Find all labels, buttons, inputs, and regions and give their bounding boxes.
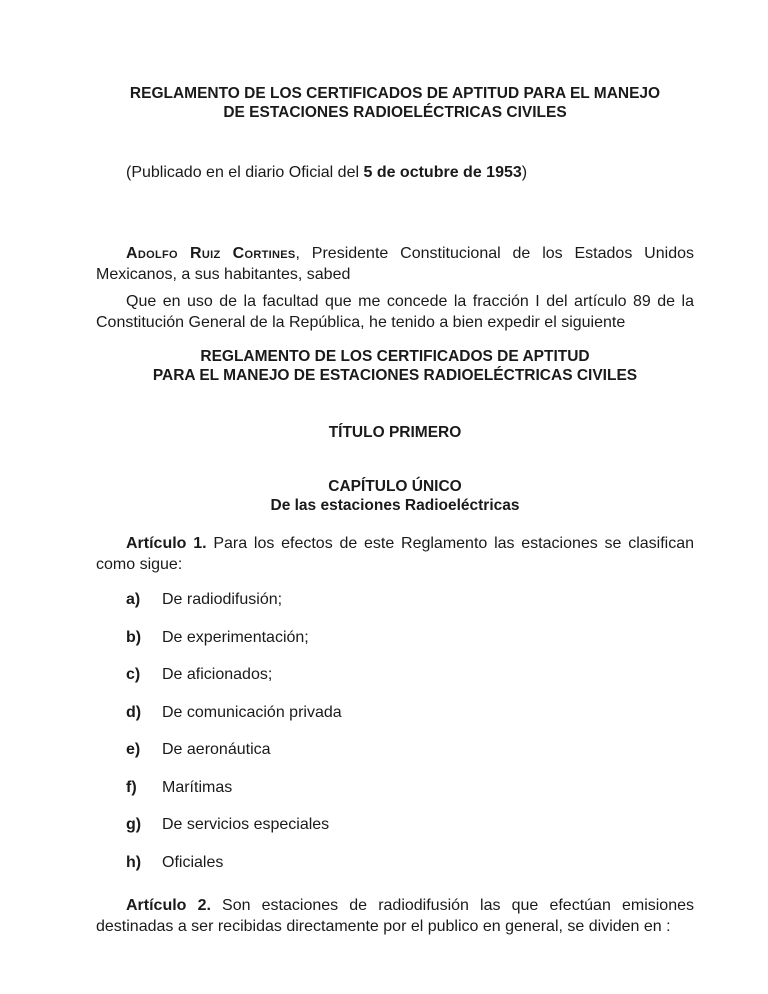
list-item — [126, 740, 271, 760]
article-1-text: Para los efectos de este Reglamento las estaciones se clasifican como sigue: — [96, 535, 695, 573]
regulation-title-line2: PARA EL MANEJO DE ESTACIONES RADIOELÉCTRICAS CIVILES — [152, 367, 638, 384]
chapter-heading — [96, 477, 694, 515]
intro-text: , Presidente Constitucional de los Estados Unidos Mexicanos, a sus habitantes, sabed — [96, 245, 694, 283]
list-item — [126, 853, 223, 873]
chapter-title: CAPÍTULO ÚNICO — [328, 478, 462, 495]
intro-paragraph — [96, 243, 694, 285]
document-title-line2: DE ESTACIONES RADIOELÉCTRICAS CIVILES — [223, 104, 567, 121]
list-item-text: De radiodifusión; — [162, 591, 283, 608]
list-item-letter: b) — [126, 628, 142, 646]
article-1-label: Artículo 1. — [126, 535, 207, 552]
list-item-letter: e) — [126, 741, 141, 758]
regulation-title — [96, 347, 694, 385]
document-page — [96, 0, 694, 994]
list-item-letter: a) — [126, 591, 141, 608]
list-item — [126, 778, 232, 798]
article-2 — [96, 895, 694, 937]
publication-date: 5 de octubre de 1953 — [363, 164, 522, 181]
list-item — [126, 665, 272, 685]
list-item-text: De comunicación privada — [162, 703, 342, 721]
list-item — [126, 590, 282, 610]
list-item — [126, 815, 329, 835]
publication-suffix: ) — [521, 164, 528, 181]
chapter-subtitle: De las estaciones Radioeléctricas — [270, 497, 520, 514]
list-item-letter: f) — [126, 778, 137, 796]
publication-prefix: (Publicado en el diario Oficial del — [126, 164, 364, 181]
preamble-paragraph: Que en uso de la facultad que me concede la fracción I del artículo 89 de la Constitución General de la República, he tenido a bien expedir el siguiente — [96, 293, 694, 331]
list-item-letter: g) — [126, 816, 142, 833]
list-item-text: Marítimas — [162, 778, 233, 796]
list-item — [126, 628, 309, 648]
list-item-text: De aficionados; — [162, 666, 273, 683]
list-item-text: Oficiales — [162, 853, 224, 871]
title-heading: TÍTULO PRIMERO — [328, 424, 462, 441]
list-item-letter: h) — [126, 853, 142, 871]
publication-note — [126, 163, 527, 183]
list-item-letter: d) — [126, 703, 142, 721]
article-1 — [96, 533, 694, 575]
list-item-text: De experimentación; — [162, 628, 309, 646]
list-item-text: De servicios especiales — [162, 816, 330, 833]
article-2-text: Son estaciones de radiodifusión las que efectúan emisiones destinadas a ser recibidas directamente por el publico en general, se dividen en : — [96, 897, 695, 935]
document-title — [96, 84, 694, 122]
list-item-letter: c) — [126, 666, 141, 683]
regulation-title-line1: REGLAMENTO DE LOS CERTIFICADOS DE APTITUD — [200, 348, 590, 365]
document-title-line1: REGLAMENTO DE LOS CERTIFICADOS DE APTITUD PARA EL MANEJO — [129, 85, 661, 102]
list-item-text: De aeronáutica — [162, 741, 271, 758]
president-name: Adolfo Ruiz Cortines — [126, 245, 296, 262]
article-2-label: Artículo 2. — [126, 897, 211, 914]
list-item — [126, 703, 342, 723]
